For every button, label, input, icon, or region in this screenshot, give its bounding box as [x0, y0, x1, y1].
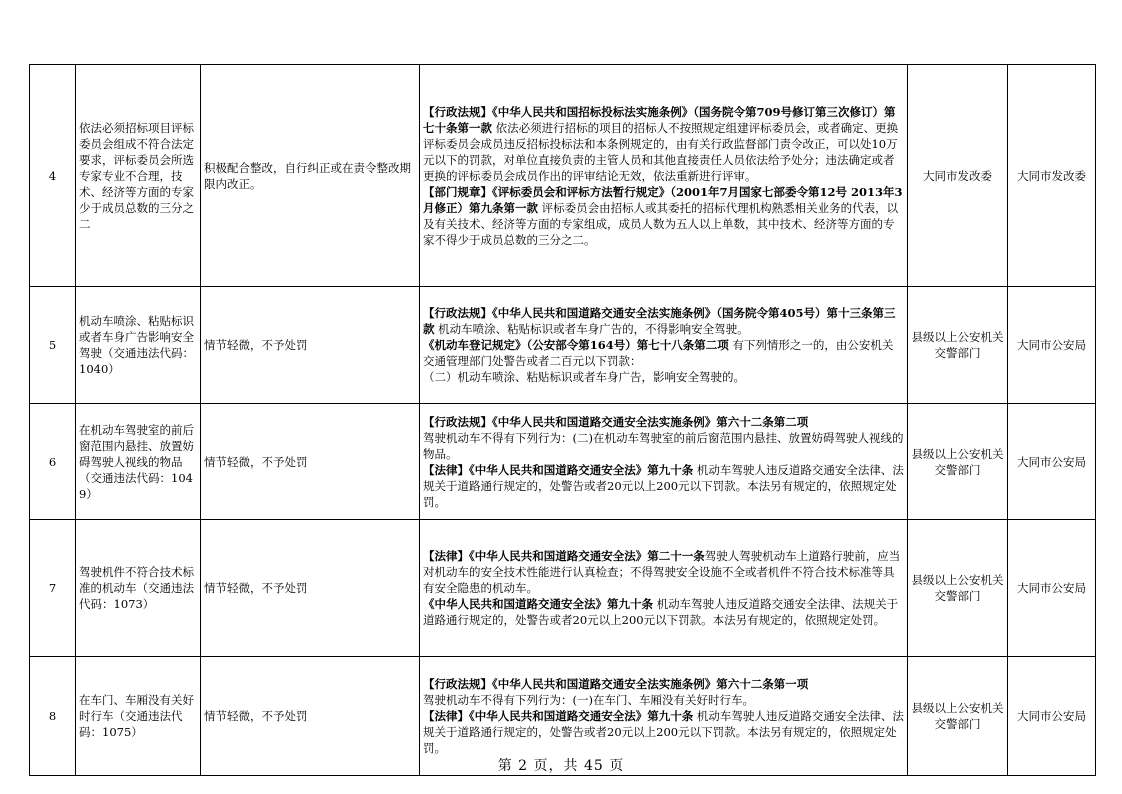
- basis-text: 评标委员会由招标人或其委托的招标代理机构熟悉相关业务的代表，以及有关技术、经济等方面的专家组成，成员人数为五人以上单数，其中技术、经济等方面的专家不得少于成员总数的三分之二。: [423, 200, 899, 247]
- exemption-condition: 情节轻微，不予处罚: [201, 657, 420, 776]
- basis-text: 机动车喷涂、粘贴标识或者车身广告的，不得影响安全驾驶。: [434, 322, 749, 336]
- basis-paragraph: [423, 305, 904, 337]
- basis-paragraph: [423, 692, 904, 708]
- responsible-agency: 大同市公安局: [1008, 657, 1096, 776]
- table-row: [30, 404, 1096, 520]
- legal-basis: [420, 404, 908, 520]
- basis-paragraph: [423, 462, 904, 510]
- row-number: 8: [30, 657, 76, 776]
- legal-basis: [420, 287, 908, 404]
- row-number: 7: [30, 520, 76, 657]
- basis-paragraph: [423, 430, 904, 462]
- responsible-agency: 大同市公安局: [1008, 520, 1096, 657]
- basis-title: 《中华人民共和国道路交通安全法》第九十条: [423, 597, 653, 611]
- basis-text: 机动车驾驶人违反道路交通安全法律、法规关于道路通行规定的，处警告或者20元以上200元以下罚款。本法另有规定的，依照规定处罚。: [423, 597, 899, 627]
- implementing-agency: 县级以上公安机关交警部门: [908, 657, 1008, 776]
- implementing-agency: 县级以上公安机关交警部门: [908, 520, 1008, 657]
- basis-text: 有下列情形之一的，由公安机关交通管理部门处警告或者二百元以下罚款：: [423, 338, 894, 368]
- basis-text: （二）机动车喷涂、粘贴标识或者车身广告，影响安全驾驶的。: [423, 370, 745, 384]
- basis-paragraph: [423, 104, 904, 184]
- exemption-condition: 积极配合整改，自行纠正或在责令整改期限内改正。: [201, 65, 420, 287]
- basis-text: 机动车驾驶人违反道路交通安全法律、法规关于道路通行规定的，处警告或者20元以上200元以下罚款。本法另有规定的，依照规定处罚。: [423, 709, 904, 755]
- row-number: 5: [30, 287, 76, 404]
- basis-title: 【部门规章】《评标委员会和评标方法暂行规定》（2001年7月国家七部委令第12号 2013年3月修正）第九条第一款: [423, 184, 903, 215]
- row-number: 4: [30, 65, 76, 287]
- table-row: [30, 65, 1096, 287]
- table-row: [30, 520, 1096, 657]
- basis-title: 【行政法规】《中华人民共和国道路交通安全法实施条例》第六十二条第二项: [423, 414, 809, 429]
- exemption-condition: 情节轻微，不予处罚: [201, 520, 420, 657]
- basis-paragraph: [423, 708, 904, 756]
- exemption-condition: 情节轻微，不予处罚: [201, 287, 420, 404]
- table-body: [30, 65, 1096, 776]
- responsible-agency: 大同市发改委: [1008, 65, 1096, 287]
- violation-behavior: 在机动车驾驶室的前后窗范围内悬挂、放置妨碍驾驶人视线的物品（交通违法代码：1049）: [76, 404, 201, 520]
- penalty-table: [29, 64, 1096, 776]
- basis-paragraph: [423, 676, 904, 692]
- basis-paragraph: [423, 369, 904, 385]
- basis-title: 【行政法规】《中华人民共和国道路交通安全法实施条例》第六十二条第一项: [423, 677, 809, 691]
- exemption-condition: 情节轻微，不予处罚: [201, 404, 420, 520]
- row-number: 6: [30, 404, 76, 520]
- basis-text: 驾驶机动车不得有下列行为：(一)在车门、车厢没有关好时行车。: [423, 693, 754, 707]
- basis-title: 【行政法规】《中华人民共和国道路交通安全法实施条例》（国务院令第405号）第十三条第三款: [423, 306, 896, 336]
- basis-title: 【法律】《中华人民共和国道路交通安全法》第九十条: [423, 709, 694, 723]
- basis-text: 机动车驾驶人违反道路交通安全法律、法规关于道路通行规定的，处警告或者20元以上200元以下罚款。本法另有规定的，依照规定处罚。: [423, 462, 904, 509]
- basis-title: 【法律】《中华人民共和国道路交通安全法》第九十条: [423, 462, 694, 477]
- implementing-agency: 县级以上公安机关交警部门: [908, 404, 1008, 520]
- basis-text: 驾驶机动车不得有下列行为：(二)在机动车驾驶室的前后窗范围内悬挂、放置妨碍驾驶人视线的物品。: [423, 430, 904, 461]
- responsible-agency: 大同市公安局: [1008, 404, 1096, 520]
- violation-behavior: 在车门、车厢没有关好时行车（交通违法代码：1075）: [76, 657, 201, 776]
- basis-title: 【行政法规】《中华人民共和国招标投标法实施条例》（国务院令第709号修订第三次修订）第七十条第一款: [423, 104, 896, 135]
- basis-text: 依法必须进行招标的项目的招标人不按照规定组建评标委员会，或者确定、更换评标委员会成员违反招标投标法和本条例规定的，由有关行政监督部门责令改正，可以处10万元以下的罚款，对单位直接负责的主管人员和其他直接责任人员依法给予处分；违法确定或者更换的评标委员会成员作出的评审结论无效，依法重新进行评审。: [423, 120, 899, 183]
- basis-paragraph: [423, 548, 904, 596]
- implementing-agency: 县级以上公安机关交警部门: [908, 287, 1008, 404]
- page-footer: 第 2 页，共 45 页: [497, 758, 625, 774]
- basis-text: 驾驶人驾驶机动车上道路行驶前，应当对机动车的安全技术性能进行认真检查；不得驾驶安全设施不全或者机件不符合技术标准等具有安全隐患的机动车。: [423, 549, 901, 595]
- basis-paragraph: [423, 337, 904, 369]
- basis-paragraph: [423, 414, 904, 430]
- legal-basis: [420, 520, 908, 657]
- legal-basis: [420, 65, 908, 287]
- violation-behavior: 机动车喷涂、粘贴标识或者车身广告影响安全驾驶（交通违法代码：1040）: [76, 287, 201, 404]
- table-row: [30, 287, 1096, 404]
- violation-behavior: 依法必须招标项目评标委员会组成不符合法定要求，评标委员会所选专家专业不合理，技术、经济等方面的专家少于成员总数的三分之二: [76, 65, 201, 287]
- responsible-agency: 大同市公安局: [1008, 287, 1096, 404]
- basis-title: 《机动车登记规定》（公安部令第164号）第七十八条第二项: [423, 338, 729, 352]
- violation-behavior: 驾驶机件不符合技术标准的机动车（交通违法代码：1073）: [76, 520, 201, 657]
- basis-paragraph: [423, 596, 904, 628]
- basis-paragraph: [423, 184, 904, 248]
- basis-title: 【法律】《中华人民共和国道路交通安全法》第二十一条: [423, 549, 705, 563]
- implementing-agency: 大同市发改委: [908, 65, 1008, 287]
